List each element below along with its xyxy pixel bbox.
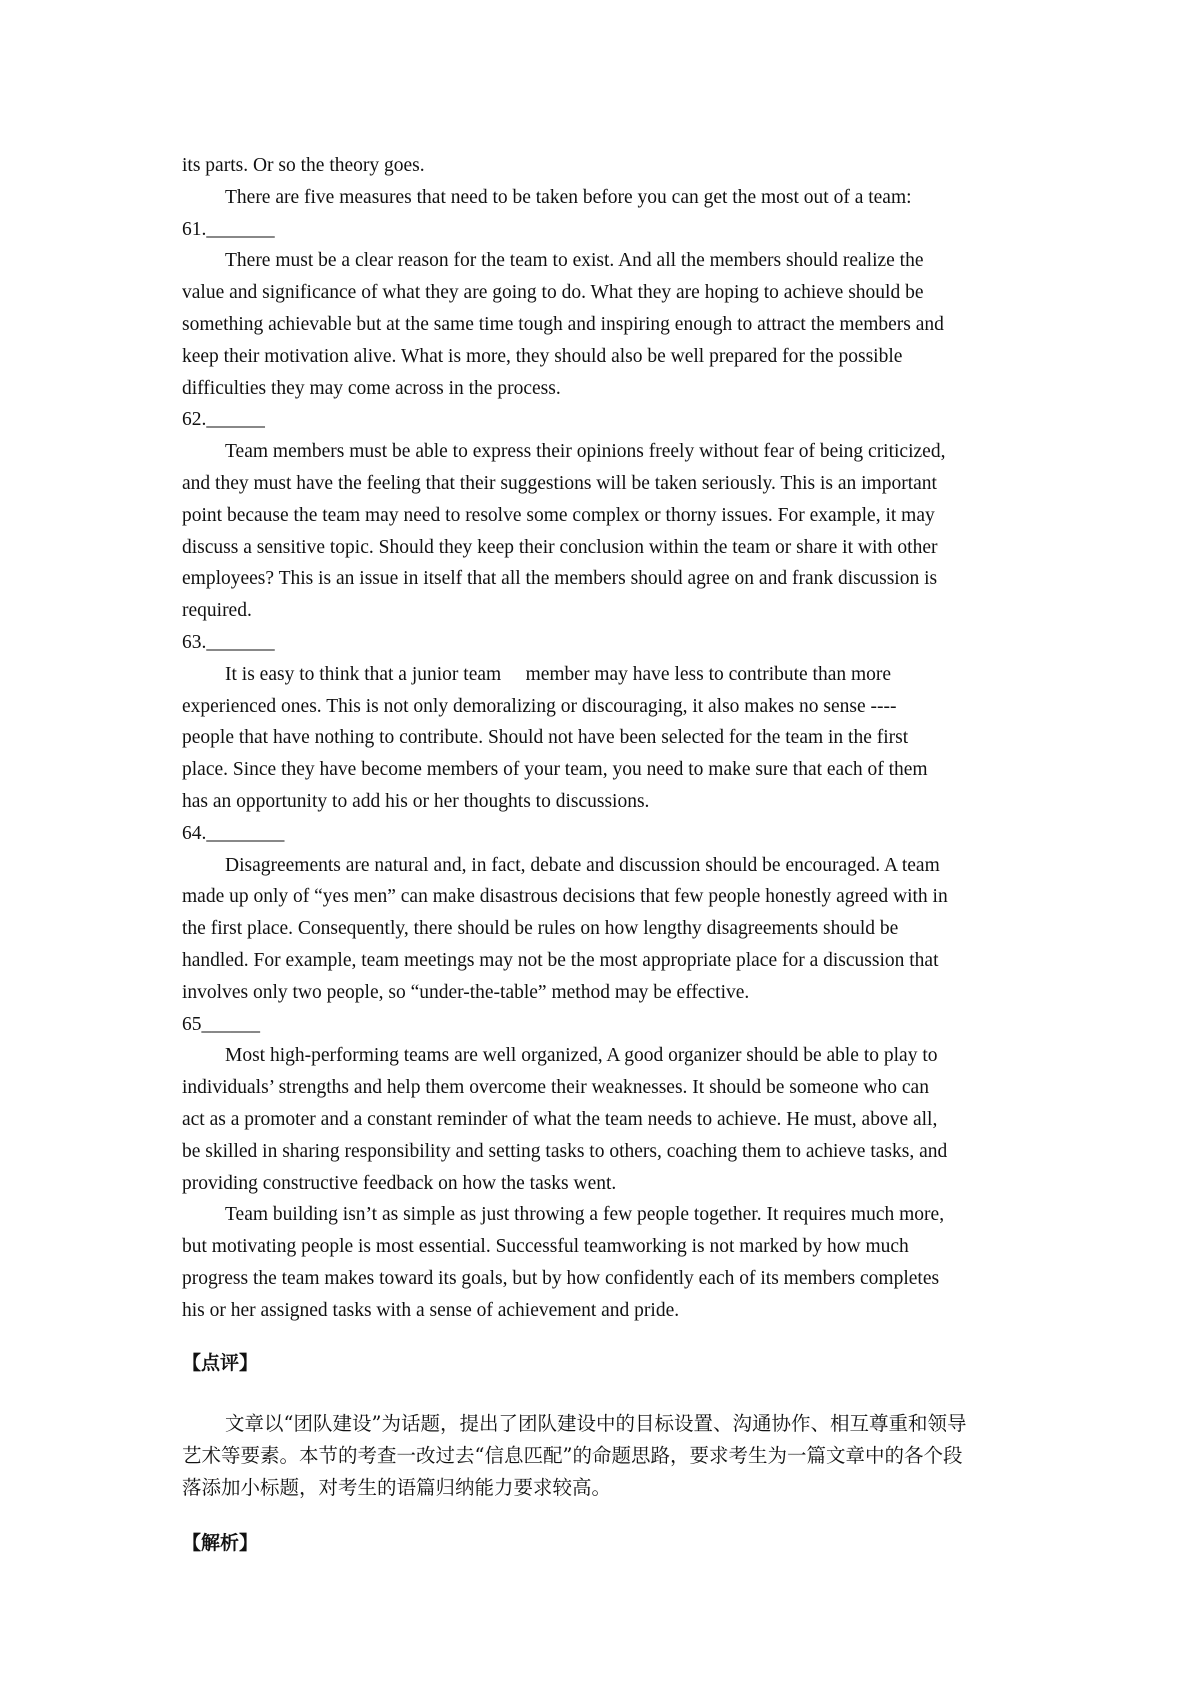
passage-line: the first place. Consequently, there should be rules on how lengthy disagreements should be <box>182 918 899 940</box>
passage-line: Most high-performing teams are well organized, A good organizer should be able to play to <box>225 1045 938 1067</box>
comment-line: 文章以“团队建设”为话题，提出了团队建设中的目标设置、沟通协作、相互尊重和领导 <box>225 1412 967 1436</box>
comment-section <box>182 1348 1030 1504</box>
passage-line: its parts. Or so the theory goes. <box>182 155 425 176</box>
passage-line: has an opportunity to add his or her thoughts to discussions. <box>182 790 650 812</box>
passage-line: but motivating people is most essential. Successful teamworking is not marked by how much <box>182 1236 909 1258</box>
passage-line: There are five measures that need to be taken before you can get the most out of a team: <box>225 186 912 208</box>
passage-line: people that have nothing to contribute. Should not have been selected for the team in the first <box>182 727 909 749</box>
passage-line: Team building isn’t as simple as just throwing a few people together. It requires much more, <box>225 1204 945 1226</box>
passage-line: required. <box>182 600 252 622</box>
comment-line: 艺术等要素。本节的考查一改过去“信息匹配”的命题思路，要求考生为一篇文章中的各个段 <box>182 1444 963 1468</box>
passage-line: keep their motivation alive. What is more, they should also be well prepared for the possible <box>182 345 903 367</box>
passage-line: point because the team may need to resolve some complex or thorny issues. For example, it may <box>182 504 935 526</box>
blank-64: 64.________ <box>182 822 285 844</box>
passage-line: employees? This is an issue in itself that all the members should agree on and frank discussion is <box>182 568 938 590</box>
passage-line: and they must have the feeling that their suggestions will be taken seriously. This is an important <box>182 472 937 494</box>
passage-line: experienced ones. This is not only demoralizing or discouraging, it also makes no sense ---- <box>182 695 897 717</box>
passage-line: Team members must be able to express their opinions freely without fear of being criticized, <box>225 441 946 463</box>
passage-line: There must be a clear reason for the team to exist. And all the members should realize the <box>225 250 924 272</box>
passage-line: value and significance of what they are going to do. What they are hoping to achieve should be <box>182 282 924 304</box>
passage-line: act as a promoter and a constant reminder of what the team needs to achieve. He must, above all, <box>182 1108 938 1130</box>
passage-line: place. Since they have become members of your team, you need to make sure that each of them <box>182 759 928 781</box>
passage <box>182 150 1030 1326</box>
document-page <box>182 150 1030 1560</box>
passage-line: handled. For example, team meetings may not be the most appropriate place for a discussion that <box>182 949 939 971</box>
blank-65: 65______ <box>182 1013 260 1035</box>
passage-line: be skilled in sharing responsibility and setting tasks to others, coaching them to achieve tasks, and <box>182 1140 948 1162</box>
passage-line: his or her assigned tasks with a sense of achievement and pride. <box>182 1299 680 1321</box>
passage-line: difficulties they may come across in the process. <box>182 377 561 399</box>
analysis-heading: 【解析】 <box>182 1532 259 1555</box>
passage-line: progress the team makes toward its goals, but by how confidently each of its members completes <box>182 1267 940 1289</box>
blank-62: 62.______ <box>182 409 265 431</box>
passage-line: Disagreements are natural and, in fact, debate and discussion should be encouraged. A team <box>225 854 940 876</box>
blank-63: 63._______ <box>182 631 275 653</box>
passage-line: involves only two people, so “under-the-table” method may be effective. <box>182 981 750 1003</box>
passage-line: providing constructive feedback on how the tasks went. <box>182 1172 617 1194</box>
blank-61: 61._______ <box>182 218 275 240</box>
passage-line: discuss a sensitive topic. Should they keep their conclusion within the team or share it with other <box>182 536 938 558</box>
passage-line: something achievable but at the same time tough and inspiring enough to attract the members and <box>182 313 944 335</box>
passage-line: individuals’ strengths and help them overcome their weaknesses. It should be someone who can <box>182 1077 929 1099</box>
comment-heading: 【点评】 <box>182 1352 259 1375</box>
comment-line: 落添加小标题，对考生的语篇归纳能力要求较高。 <box>182 1476 612 1500</box>
passage-line: It is easy to think that a junior team member may have less to contribute than more <box>225 663 892 685</box>
analysis-section <box>182 1528 1030 1560</box>
passage-line: made up only of “yes men” can make disastrous decisions that few people honestly agreed with in <box>182 886 948 908</box>
